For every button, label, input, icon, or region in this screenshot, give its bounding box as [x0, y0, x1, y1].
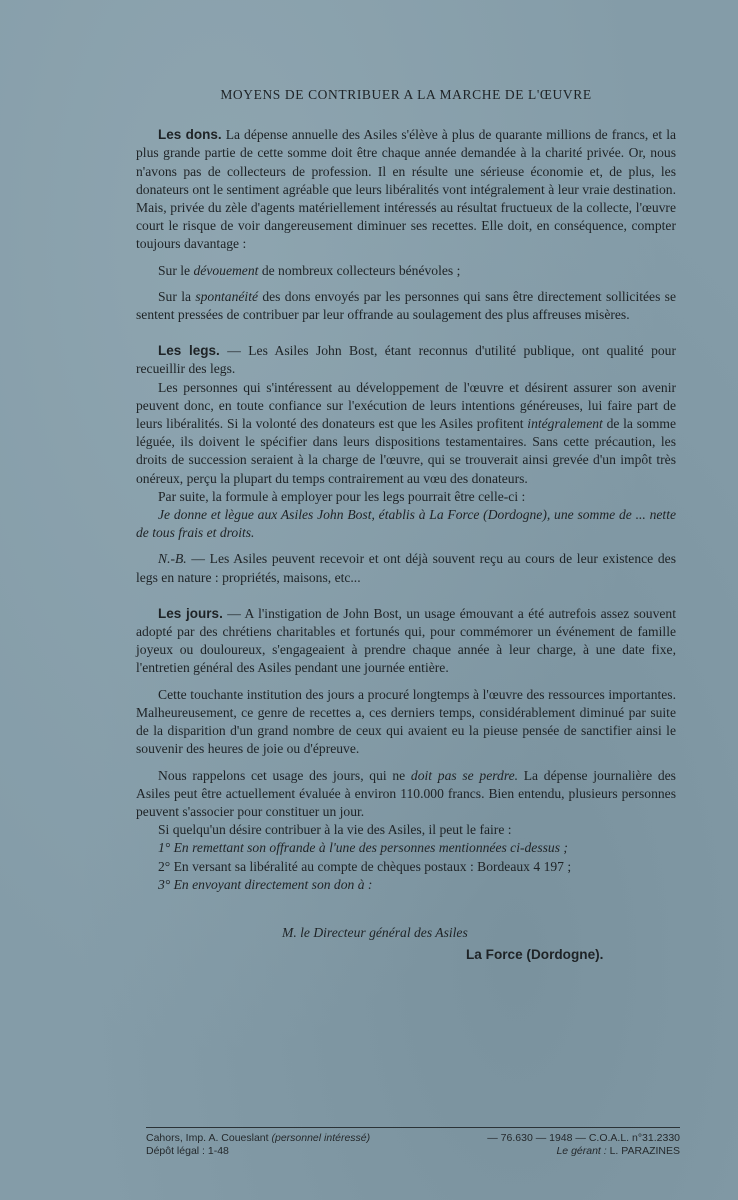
footer-line-1: [146, 1132, 680, 1145]
legs-paragraph-1: [136, 342, 676, 378]
footer-reference: — 76.630 — 1948 — C.O.A.L. n°31.2330: [487, 1132, 680, 1144]
dons-emphasis-spontaneite: spontanéité: [195, 288, 259, 304]
dons-text-2b: de nombreux collecteurs bénévoles ;: [258, 262, 461, 278]
dons-text-3a: Sur la: [158, 288, 196, 304]
footer-depot-legal: Dépôt légal : 1-48: [146, 1145, 229, 1157]
footer-gerant-label: Le gérant :: [556, 1145, 607, 1157]
jours-heading: Les jours.: [158, 605, 223, 621]
document-body: [136, 86, 676, 964]
legs-note-label: N.-B.: [158, 551, 187, 567]
section-jours: [136, 605, 676, 894]
list-item: 1° En remettant son offrande à l'une des personnes mentionnées ci-dessus ;: [158, 840, 568, 856]
legs-note: [136, 550, 676, 586]
legs-text-2a: Les personnes qui s'intéressent au développement de l'œuvre et désirent assurer son avenir peuvent donc, en toute confiance sur l'exécution de leurs intentions généreuses, lui faire part de leurs libéralités. Si la volonté des donateurs est que les Asiles profitent: [136, 379, 676, 432]
dons-emphasis-devouement: dévouement: [193, 262, 259, 278]
page-title: MOYENS DE CONTRIBUER A LA MARCHE DE L'ŒUVRE: [220, 87, 592, 102]
jours-emphasis: doit pas se perdre.: [410, 767, 519, 783]
section-legs: [136, 342, 676, 587]
legs-heading: Les legs.: [158, 343, 220, 359]
jours-paragraph-1: [136, 605, 676, 678]
contribution-list: [136, 839, 676, 894]
footer-line-2: [146, 1145, 680, 1158]
signature-location: La Force (Dordogne).: [466, 947, 604, 963]
footer-gerant-name: L. PARAZINES: [606, 1145, 680, 1157]
legs-emphasis-integralement: intégralement: [527, 416, 603, 432]
footer-printer-name: Cahors, Imp. A. Coueslant: [146, 1132, 272, 1144]
dons-text-1: La dépense annuelle des Asiles s'élève à plus de quarante millions de francs, et la plus grande partie de cette somme doit être chaque année demandée à la charité privée. Or, nous n'avons pas de collecteurs de profession. Il en résulte une sérieuse économie et, de plus, les donateurs ont le sentiment agréable que leurs libéralités vont intégralement à leur vraie destination. Mais, privée du zèle d'agents matériellement intéressés au résultat fructueux de la collecte, l'œuvre court le risque de voir dangereusement diminuer ses recettes. Elle doit, en conséquence, compter toujours davantage :: [136, 127, 676, 252]
legs-text-1: — Les Asiles John Bost, étant reconnus d'utilité publique, ont qualité pour recueillir des legs.: [136, 343, 677, 377]
dons-paragraph-1: [136, 126, 676, 253]
jours-text-1: — A l'instigation de John Bost, un usage émouvant a été autrefois assez souvent adopté par des chrétiens charitables et fortunés qui, pour commémorer un événement de famille joyeux ou douloureux, s'engageaient à prendre chaque année à leur charge, à une date fixe, l'entretien général des Asiles pendant une journée entière.: [136, 605, 676, 676]
legs-note-text: — Les Asiles peuvent recevoir et ont déjà souvent reçu au cours de leur existence des legs en nature : propriétés, maisons, etc...: [136, 551, 676, 585]
footer-rule: [146, 1127, 680, 1128]
section-dons: [136, 126, 676, 324]
jours-paragraph-2: Cette touchante institution des jours a procuré longtemps à l'œuvre des ressources importantes. Malheureusement, ce genre de recettes a, ces derniers temps, considérablement diminué par suite de la disparition d'un grand nombre de ceux qui avaient eu la pieuse pensée de sanctifier ainsi le souvenir des heures de joie ou d'épreuve.: [136, 686, 676, 757]
printer-footer: [146, 1127, 680, 1158]
dons-heading: Les dons.: [158, 127, 222, 143]
jours-paragraph-3: [136, 767, 676, 822]
dons-paragraph-2: [136, 262, 676, 280]
signature-title: M. le Directeur général des Asiles: [282, 924, 468, 940]
legs-paragraph-2: [136, 379, 676, 488]
footer-gerant: [556, 1145, 680, 1158]
footer-printer: [146, 1132, 370, 1145]
jours-text-3a: Nous rappelons cet usage des jours, qui ne: [158, 767, 411, 783]
legs-formula: Je donne et lègue aux Asiles John Bost, établis à La Force (Dordogne), une somme de ... nette de tous frais et droits.: [136, 507, 676, 541]
list-item: 2° En versant sa libéralité au compte de chèques postaux : Bordeaux 4 197 ;: [158, 858, 572, 874]
dons-paragraph-3: [136, 288, 676, 324]
jours-text-3b: La dépense journalière des Asiles peut être actuellement évaluée à environ 110.000 francs. Bien entendu, plusieurs personnes peuvent s'associer pour constituer un jour.: [136, 767, 676, 819]
legs-paragraph-3: Par suite, la formule à employer pour les legs pourrait être celle-ci :: [158, 488, 526, 504]
dons-text-2a: Sur le: [158, 262, 194, 278]
list-item: 3° En envoyant directement son don à :: [158, 876, 373, 892]
footer-printer-note: (personnel intéressé): [271, 1132, 371, 1144]
dons-text-3b: des dons envoyés par les personnes qui sans être directement sollicitées se sentent pressées de contribuer par leur offrande au soulagement des plus affreuses misères.: [136, 288, 676, 323]
legs-text-2b: de la somme léguée, ils doivent le spécifier dans leurs dispositions testamentaires. Sans cette précaution, les droits de succession seraient à la charge de l'œuvre, qui se trouverait ainsi grevée d'un impôt très onéreux, perçu la plupart du temps contrairement au vœu des donateurs.: [136, 416, 676, 486]
jours-paragraph-4: Si quelqu'un désire contribuer à la vie des Asiles, il peut le faire :: [158, 822, 512, 838]
